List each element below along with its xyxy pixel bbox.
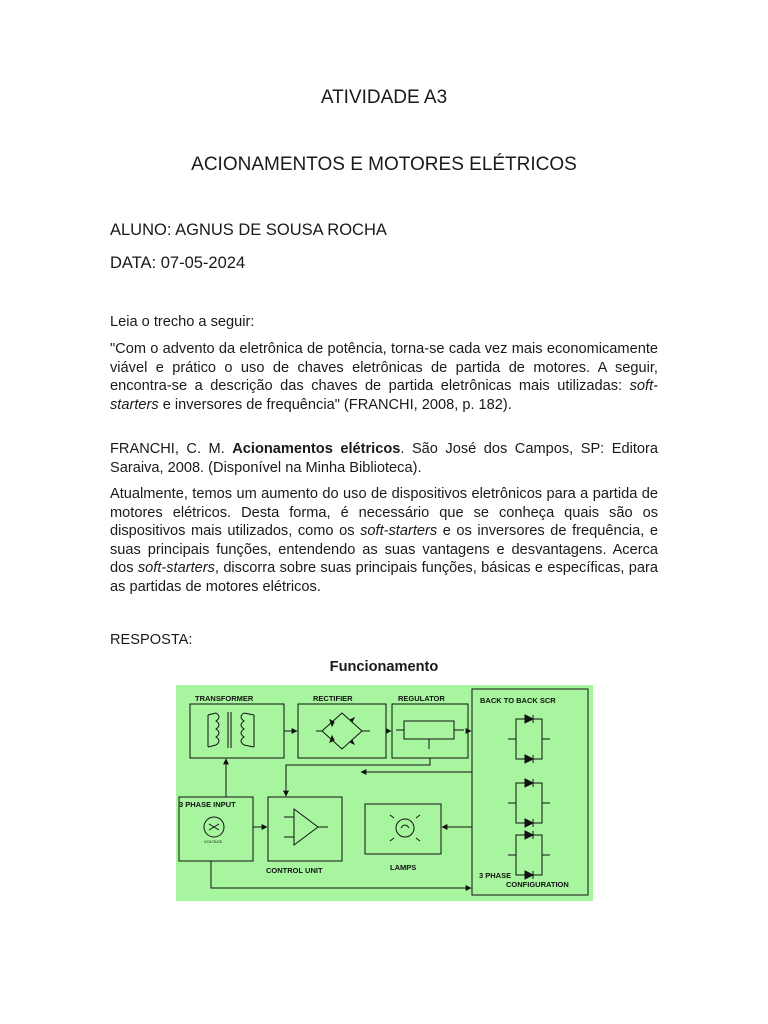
answer-label: RESPOSTA: bbox=[110, 632, 193, 648]
student-name: ALUNO: AGNUS DE SOUSA ROCHA bbox=[110, 221, 387, 239]
label-three-phase: 3 PHASE bbox=[479, 871, 512, 880]
label-voltage-tiny: VOLTAGE bbox=[204, 839, 223, 844]
label-transformer: TRANSFORMER bbox=[195, 694, 254, 703]
label-rectifier: RECTIFIER bbox=[313, 694, 353, 703]
activity-title: ATIVIDADE A3 bbox=[320, 87, 448, 108]
label-regulator: REGULATOR bbox=[398, 694, 445, 703]
quote-paragraph bbox=[110, 340, 658, 414]
intro-text: Leia o trecho a seguir: bbox=[110, 314, 255, 330]
label-lamps: LAMPS bbox=[390, 863, 417, 872]
task-emphasis-1: soft-starters bbox=[360, 523, 438, 540]
quote-text-2: e inversores de frequência" (FRANCHI, 2008, p. 182). bbox=[158, 396, 512, 413]
date-line: DATA: 07-05-2024 bbox=[110, 254, 246, 272]
figure-title: Funcionamento bbox=[329, 659, 439, 675]
quote-emphasis: soft-starters bbox=[110, 378, 658, 413]
ref-text-2: . São José dos Campos, SP: Editora Saraiva, 2008. (Disponível na Minha Biblioteca). bbox=[110, 441, 658, 476]
task-paragraph bbox=[110, 485, 658, 597]
label-configuration: CONFIGURATION bbox=[506, 880, 569, 889]
reference-paragraph bbox=[110, 440, 658, 477]
soft-starter-block-diagram bbox=[176, 685, 593, 901]
label-back-to-back-scr: BACK TO BACK SCR bbox=[480, 696, 556, 705]
task-text-3: , discorra sobre suas principais funções, básicas e específicas, para as partidas de motores elétricos. bbox=[110, 560, 658, 595]
ref-book-title: Acionamentos elétricos bbox=[232, 441, 401, 457]
label-control-unit: CONTROL UNIT bbox=[266, 866, 323, 875]
task-text-2: e os inversores de frequência, e suas principais funções, entendendo as suas vantagens e desvantagens. Acerca dos bbox=[110, 523, 658, 577]
ref-text-1: FRANCHI, C. M. bbox=[110, 441, 233, 457]
task-text-1: Atualmente, temos um aumento do uso de dispositivos eletrônicos para a partida de motores elétricos. Desta forma, é necessário que se conheça quais são os dispositivos mais utilizados, como os bbox=[110, 486, 658, 540]
quote-text-1: "Com o advento da eletrônica de potência, torna-se cada vez mais economicamente viável e prático o uso de chaves eletrônicas de partida de motores. A seguir, encontra-se a descrição das chaves de partida eletrônicas mais utilizadas: bbox=[110, 341, 658, 395]
label-three-phase-input: 3 PHASE INPUT bbox=[179, 800, 236, 809]
task-emphasis-2: soft-starters bbox=[137, 560, 215, 577]
course-title: ACIONAMENTOS E MOTORES ELÉTRICOS bbox=[191, 154, 577, 175]
